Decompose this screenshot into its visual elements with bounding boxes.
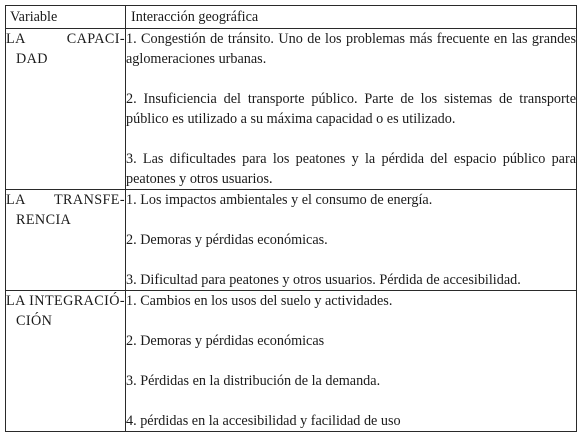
table-row-capacidad xyxy=(6,29,577,190)
variable-cell xyxy=(6,29,126,190)
variable-label-line2: DAD xyxy=(16,51,48,67)
list-item: 1. Congestión de tránsito. Uno de los problemas más frecuente en las grandes aglomeraciones urbanas. xyxy=(126,31,576,67)
list-item: 3. Dificultad para peatones y otros usuarios. Pérdida de accesibilidad. xyxy=(126,272,521,288)
variable-label-line1: LA CAPACI- xyxy=(6,31,125,47)
list-item: 4. pérdidas en la accesibilidad y facilidad de uso xyxy=(126,413,401,429)
interaction-table xyxy=(5,5,577,432)
list-item: 3. Pérdidas en la distribución de la demanda. xyxy=(126,373,381,389)
list-item: 2. Demoras y pérdidas económicas. xyxy=(126,232,328,248)
interaction-cell xyxy=(126,291,577,432)
table-row-transferencia xyxy=(6,190,577,291)
table-header-row xyxy=(6,6,577,29)
variable-label-line2: CIÓN xyxy=(16,313,53,329)
list-item: 2. Demoras y pérdidas económicas xyxy=(126,333,325,349)
variable-label-line1: LA TRANSFE- xyxy=(6,192,125,208)
table-row-integracion xyxy=(6,291,577,432)
list-item: 1. Los impactos ambientales y el consumo de energía. xyxy=(126,192,433,208)
interaction-cell xyxy=(126,190,577,291)
header-interaction: Interacción geográfica xyxy=(126,6,577,29)
interaction-cell xyxy=(126,29,577,190)
variable-label-line1: LA INTEGRACIÓ- xyxy=(6,293,125,309)
header-variable: Variable xyxy=(6,6,126,29)
variable-label-line2: RENCIA xyxy=(16,212,72,228)
list-item: 3. Las dificultades para los peatones y la pérdida del espacio público para peatones y otros usuarios. xyxy=(126,151,576,187)
variable-cell xyxy=(6,291,126,432)
list-item: 1. Cambios en los usos del suelo y actividades. xyxy=(126,293,393,309)
variable-cell xyxy=(6,190,126,291)
list-item: 2. Insuficiencia del transporte público. Parte de los sistemas de transporte público es utilizado a su máxima capacidad o es utilizado. xyxy=(126,91,576,127)
